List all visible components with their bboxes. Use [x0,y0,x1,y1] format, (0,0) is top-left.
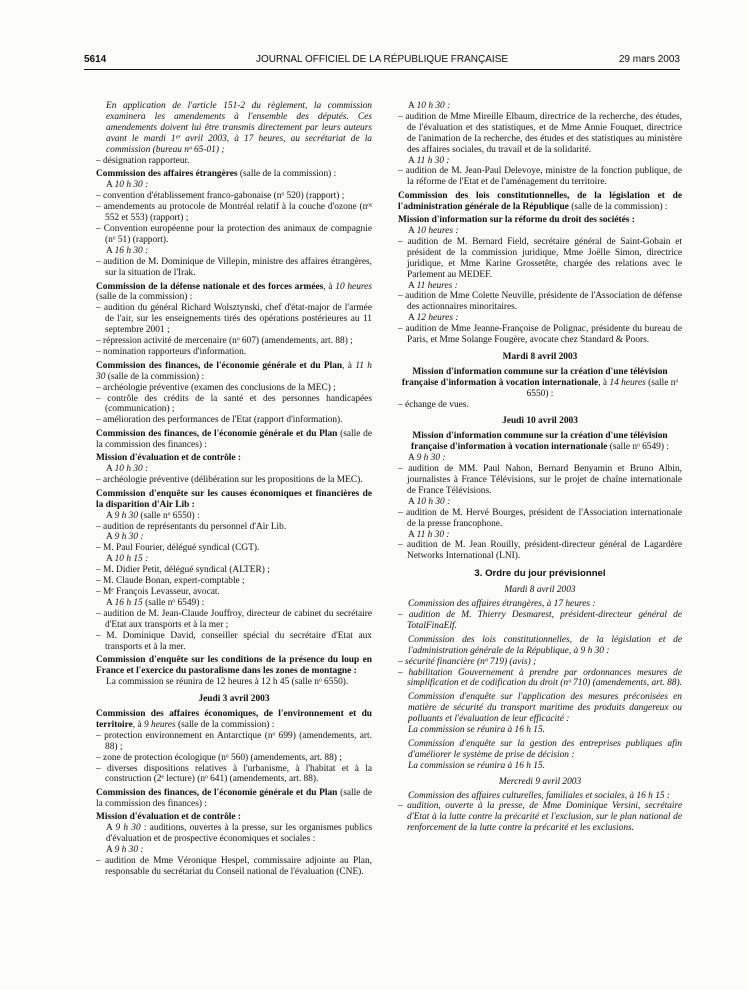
time-label: A 9 h 30 : auditions, ouvertes à la presse, sur les organismes publics d'évaluation et de prospective économiques et sociales : [106,823,372,844]
right-column [398,101,682,834]
time-label: A 12 heures : [408,313,459,324]
committee-heading: Commission des lois constitutionnelles, de la législation et de l'administration générale de la République (salle de la commission) : [398,191,682,213]
meeting-note: La commission se réunira à 16 h 15. [408,760,545,771]
list-item: – audition de M. Jean-Paul Delevoye, ministre de la fonction publique, de la réforme de l'Etat et de l'aménagement du territoire. [398,166,682,188]
committee-heading: Commission d'enquête sur les conditions de la présence du loup en France et l'exercice du pastoralisme dans les zones de montagne : [96,655,372,677]
time-label: A 16 h 30 : [106,245,149,256]
list-item: – audition de M. Thierry Desmarest, président-directeur général de TotalFinaElf. [398,609,682,631]
section-heading: 3. Ordre du jour prévisionnel [474,568,606,580]
list-item: – habilitation Gouvernement à prendre par ordonnances mesures de simplification et de codification du droit (nᵒ 710) (amendements, art. 88). [398,667,682,689]
list-item: – diverses dispositions relatives à l'urbanisme, à l'habitat et à la construction (2ᵉ lecture) (nᵒ 641) (amendements, art. 88). [96,763,372,785]
day-heading: Jeudi 10 avril 2003 [502,416,578,427]
list-item: – nomination rapporteurs d'information. [96,346,247,357]
agenda-heading: Commission d'enquête sur la gestion des entreprises publiques afin d'améliorer le système de prise de décision : [408,738,682,760]
time-label: A 16 h 15 (salle nᵒ 6549) : [106,597,205,608]
list-item: – audition de Mme Colette Neuville, présidente de l'Association de défense des actionnaires minoritaires. [398,291,682,313]
list-item: – Mᵉ François Levasseur, avocat. [96,586,220,597]
intro-paragraph: En application de l'article 151-2 du règlement, la commission examinera les amendements à l'ensemble des députés. Ces amendements doivent lui être transmis directement par leurs auteurs avant le mardi 1ᵉʳ avril 2003, à 17 heures, au secrétariat de la commission (bureau nᵒ 65-01) ; [106,101,372,155]
list-item: – M. Didier Petit, délégué syndical (ALTER) ; [96,565,270,576]
day-heading: Mercredi 9 avril 2003 [498,776,582,787]
time-label: A 9 h 30 : [408,453,446,464]
meeting-note: La commission se réunira de 12 heures à 12 h 45 (salle nᵒ 6550). [106,677,349,688]
time-label: A 11 h 30 : [408,155,450,166]
list-item: – audition de M. Dominique de Villepin, ministre des affaires étrangères, sur la situation de l'Irak. [96,256,372,278]
agenda-heading: Commission des affaires culturelles, familiales et sociales, à 16 h 15 : [408,790,671,801]
list-item: – audition de M. Bernard Field, secrétaire général de Saint-Gobain et président de la commission juridique, Mme Joëlle Simon, directrice juridique, et Mme Karine Grossetête, chargée des relations avec le Parlement au MEDEF. [398,236,682,280]
list-item: – amendements au protocole de Montréal relatif à la couche d'ozone (nᵒˢ 552 et 553) (rapport) ; [96,202,372,224]
journal-title: JOURNAL OFFICIEL DE LA RÉPUBLIQUE FRANÇAISE [255,54,509,65]
list-item: – audition de représentants du personnel d'Air Lib. [96,521,287,532]
list-item: – audition de Mme Véronique Hespel, commissaire adjointe au Plan, responsable du secrétariat du Conseil national de l'évaluation (CNE). [96,855,372,877]
list-item: – convention d'établissement franco-gabonaise (nᵒ 520) (rapport) ; [96,191,345,202]
committee-heading: Commission des affaires étrangères (salle de la commission) : [96,169,337,180]
list-item: – audition de M. Jean-Claude Jouffroy, directeur de cabinet du secrétaire d'Etat aux transports et à la mer ; [96,608,372,630]
day-heading: Mardi 8 avril 2003 [504,585,576,596]
mission-heading: Mission d'information sur la réforme du droit des sociétés : [398,215,635,226]
page-number: 5614 [84,54,107,65]
committee-heading: Commission de la défense nationale et des forces armées, à 10 heures (salle de la commission) : [96,281,372,303]
time-label: A 10 heures : [408,225,459,236]
page-header [84,54,680,68]
list-item: – archéologie préventive (délibération sur les propositions de la MEC). [96,474,363,485]
list-item: – contrôle des crédits de la santé et des personnes handicapées (communication) ; [96,393,372,415]
list-item: – sécurité financière (nᵒ 719) (avis) ; [398,656,537,667]
time-label: A 9 h 30 : [106,532,144,543]
time-label: A 10 h 30 : [408,496,451,507]
committee-heading: Commission des finances, de l'économie générale et du Plan, à 11 h 30 (salle de la commission) : [96,360,372,382]
header-rule [84,69,680,70]
list-item: – audition de M. Jean Rouilly, président-directeur général de Lagardère Networks International (LNI). [398,540,682,562]
time-label: A 10 h 30 : [106,180,149,191]
list-item: – désignation rapporteur. [96,155,190,166]
mission-heading: Mission d'information commune sur la création d'une télévision française d'information à vocation internationale (salle nᵒ 6549) : [411,431,669,453]
committee-heading: Commission d'enquête sur les causes économiques et financières de la disparition d'Air Lib : [96,488,372,510]
list-item: – M. Claude Bonan, expert-comptable ; [96,576,245,587]
list-item: – audition du général Richard Wolsztynski, chef d'état-major de l'armée de l'air, sur les enseignements tirés des opérations postérieures au 11 septembre 2001 ; [96,303,372,336]
list-item: – Convention européenne pour la protection des animaux de compagnie (nᵒ 51) (rapport). [96,223,372,245]
list-item: – protection environnement en Antarctique (nᵒ 699) (amendements, art. 88) ; [96,730,372,752]
agenda-heading: Commission des affaires étrangères, à 17 heures : [408,599,596,610]
list-item: – audition de MM. Paul Nahon, Bernard Benyamin et Bruno Albin, journalistes à France Télévisions, sur le projet de chaîne internationale de France Télévisions. [398,464,682,496]
list-item: – audition de M. Hervé Bourges, président de l'Association internationale de la presse francophone. [398,507,682,529]
list-item: – échange de vues. [398,399,469,410]
list-item: – archéologie préventive (examen des conclusions de la MEC) ; [96,382,336,393]
time-label: A 10 h 15 : [106,554,149,565]
left-column [96,101,372,878]
time-label: A 9 h 30 (salle nᵒ 6550) : [106,510,200,521]
mission-heading: Mission d'évaluation et de contrôle : [96,453,242,464]
day-heading: Jeudi 3 avril 2003 [198,694,270,705]
issue-date: 29 mars 2003 [618,54,680,65]
list-item: – audition, ouverte à la presse, de Mme Dominique Versini, secrétaire d'Etat à la lutte contre la précarité et l'exclusion, sur le plan national de renforcement de la lutte contre la précarité et les exclusions. [398,801,682,834]
committee-heading: Commission des finances, de l'économie générale et du Plan (salle de la commission des finances) : [96,788,372,810]
agenda-heading: Commission des lois constitutionnelles, de la législation et de l'administration générale de la République, à 9 h 30 : [408,634,682,656]
time-label: A 10 h 30 : [408,101,451,111]
meeting-note: La commission se réunira à 16 h 15. [408,725,545,736]
list-item: – audition de Mme Mireille Elbaum, directrice de la recherche, des études, de l'évaluation et des statistiques, et de Mme Annie Fouquet, directrice de l'animation de la recherche, des études et des statistiques au ministère des affaires sociales, du travail et de la solidarité. [398,111,682,155]
mission-heading: Mission d'évaluation et de contrôle : [96,812,242,823]
list-item: – M. Paul Fourier, délégué syndical (CGT). [96,543,260,554]
list-item: – M. Dominique David, conseiller spécial du secrétaire d'Etat aux transports et à la mer. [96,630,372,652]
time-label: A 10 h 30 : [106,464,149,474]
time-label: A 11 heures : [408,280,458,291]
committee-heading: Commission des finances, de l'économie générale et du Plan (salle de la commission des finances) : [96,429,372,451]
list-item: – répression activité de mercenaire (nᵒ 607) (amendements, art. 88) ; [96,336,353,347]
list-item: – zone de protection écologique (nᵒ 560) (amendements, art. 88) ; [96,752,342,763]
day-heading: Mardi 8 avril 2003 [502,351,578,362]
list-item: – audition de Mme Jeanne-Françoise de Polignac, présidente du bureau de Paris, et Mme Solange Fougère, avocate chez Standard & Poors. [398,324,682,346]
list-item: – amélioration des performances de l'Etat (rapport d'information). [96,415,343,426]
mission-heading: Mission d'information commune sur la création d'une télévision française d'information à vocation internationale, à 14 heures (salle nᵒ 6550) : [401,366,679,399]
committee-heading: Commission des affaires économiques, de l'environnement et du territoire, à 9 heures (salle de la commission) : [96,709,372,730]
time-label: A 9 h 30 : [106,844,144,855]
time-label: A 11 h 30 : [408,529,450,540]
agenda-heading: Commission d'enquête sur l'application des mesures préconisées en matière de sécurité du transport maritime des produits dangereux ou polluants et l'évaluation de leur efficacité : [408,692,682,725]
